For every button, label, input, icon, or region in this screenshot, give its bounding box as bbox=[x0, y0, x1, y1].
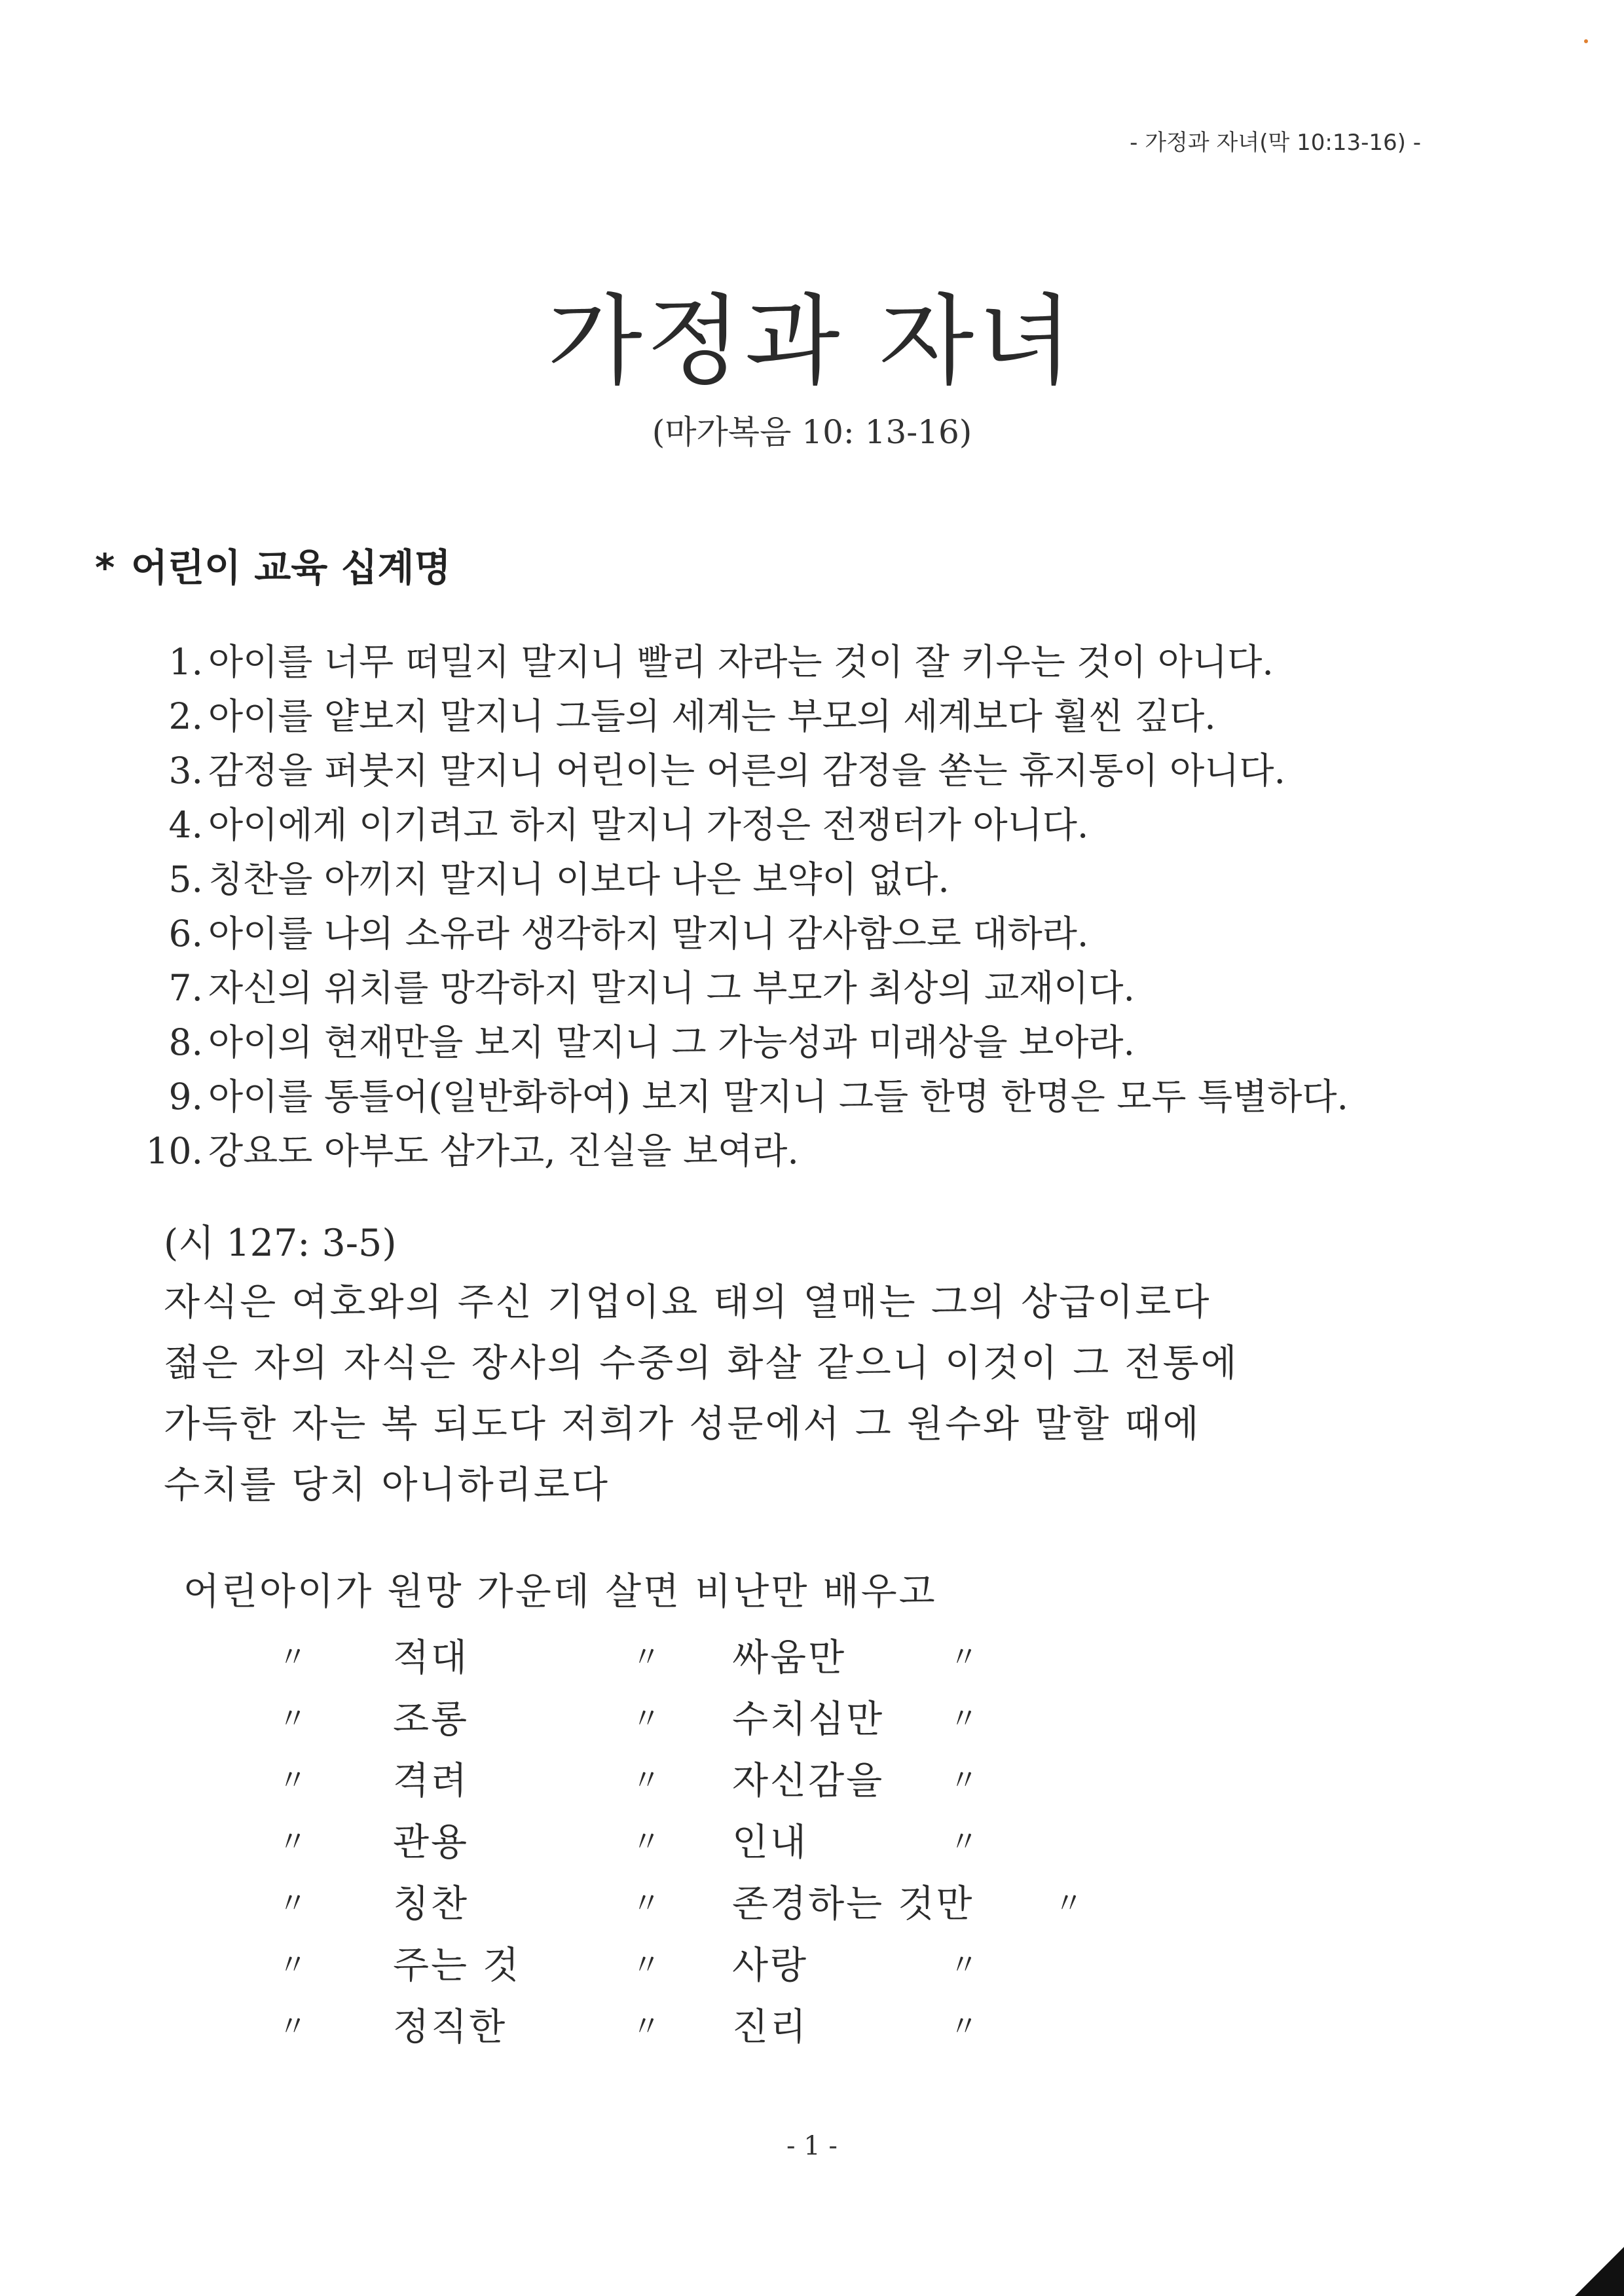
ditto-mark: 〃 bbox=[950, 1702, 978, 1736]
commandment-text: 아이를 나의 소유라 생각하지 말지니 감사함으로 대하라. bbox=[208, 913, 1089, 955]
lesson-condition: 격려 bbox=[393, 1759, 470, 1802]
commandment-text: 아이의 현재만을 보지 말지니 그 가능성과 미래상을 보아라. bbox=[208, 1021, 1135, 1063]
commandment-number: 9. bbox=[168, 1076, 203, 1118]
ditto-mark: 〃 bbox=[632, 2010, 661, 2043]
lesson-result: 존경하는 것만 bbox=[732, 1882, 974, 1925]
lesson-condition: 정직한 bbox=[393, 2005, 507, 2049]
commandment-item bbox=[131, 907, 1467, 961]
ditto-mark: 〃 bbox=[278, 1948, 307, 1982]
lesson-result: 자신감을 bbox=[732, 1759, 885, 1802]
commandment-item bbox=[131, 744, 1467, 798]
page-title: 가정과 자녀 bbox=[547, 285, 1077, 399]
commandment-text: 아이를 통틀어(일반화하여) 보지 말지니 그들 한명 한명은 모두 특별하다. bbox=[208, 1076, 1349, 1118]
commandment-item bbox=[131, 689, 1467, 744]
lesson-condition: 칭찬 bbox=[393, 1882, 470, 1925]
lesson-row bbox=[0, 1627, 1624, 1688]
commandment-item bbox=[131, 635, 1467, 689]
commandment-number: 3. bbox=[168, 750, 203, 792]
lesson-row bbox=[0, 1812, 1624, 1873]
ditto-mark: 〃 bbox=[632, 1825, 661, 1859]
commandment-text: 감정을 퍼붓지 말지니 어린이는 어른의 감정을 쏟는 휴지통이 아니다. bbox=[208, 750, 1285, 792]
lesson-condition: 조롱 bbox=[393, 1698, 470, 1741]
section-heading-text: 어린이 교육 십계명 bbox=[131, 545, 451, 590]
lesson-row bbox=[0, 1935, 1624, 1996]
lesson-result: 사랑 bbox=[732, 1944, 809, 1987]
commandment-list bbox=[131, 635, 1467, 1178]
commandment-number: 1. bbox=[168, 641, 203, 683]
commandment-text: 자신의 위치를 망각하지 말지니 그 부모가 최상의 교재이다. bbox=[208, 967, 1135, 1009]
lesson-condition: 적대 bbox=[393, 1636, 470, 1679]
commandment-item bbox=[131, 1070, 1467, 1124]
ditto-mark: 〃 bbox=[950, 1948, 978, 1982]
ditto-mark: 〃 bbox=[1054, 1887, 1083, 1920]
ditto-mark: 〃 bbox=[278, 1887, 307, 1920]
scripture-subtitle: (마가복음 10: 13-16) bbox=[652, 413, 972, 451]
lesson-row bbox=[0, 1750, 1624, 1812]
ditto-mark: 〃 bbox=[632, 1702, 661, 1736]
lesson-table bbox=[0, 1627, 1624, 2058]
ditto-mark: 〃 bbox=[950, 2010, 978, 2043]
scan-corner-shadow bbox=[1575, 2247, 1624, 2296]
ditto-mark: 〃 bbox=[278, 1641, 307, 1674]
commandment-text: 강요도 아부도 삼가고, 진실을 보여라. bbox=[208, 1130, 799, 1172]
page-number: - 1 - bbox=[786, 2131, 838, 2161]
scripture-line: 젊은 자의 자식은 장사의 수중의 화살 같으니 이것이 그 전통에 bbox=[164, 1341, 1239, 1385]
commandment-item bbox=[131, 852, 1467, 907]
ditto-mark: 〃 bbox=[950, 1764, 978, 1797]
commandment-text: 아이를 얕보지 말지니 그들의 세계는 부모의 세계보다 훨씬 깊다. bbox=[208, 695, 1216, 737]
commandment-number: 2. bbox=[168, 695, 203, 737]
lesson-result: 인내 bbox=[732, 1821, 809, 1864]
commandment-item bbox=[131, 961, 1467, 1015]
ditto-mark: 〃 bbox=[632, 1887, 661, 1920]
scan-speck bbox=[1584, 39, 1588, 43]
scripture-reference: (시 127: 3-5) bbox=[164, 1222, 397, 1265]
section-heading bbox=[95, 537, 451, 592]
scripture-line: 수치를 당치 아니하리로다 bbox=[164, 1463, 610, 1506]
ditto-mark: 〃 bbox=[278, 1825, 307, 1859]
ditto-mark: 〃 bbox=[278, 1764, 307, 1797]
commandment-text: 아이에게 이기려고 하지 말지니 가정은 전쟁터가 아니다. bbox=[208, 804, 1089, 846]
ditto-mark: 〃 bbox=[950, 1641, 978, 1674]
lesson-condition: 주는 것 bbox=[393, 1944, 521, 1987]
lesson-condition: 관용 bbox=[393, 1821, 470, 1864]
commandment-number: 5. bbox=[168, 858, 203, 900]
commandment-text: 칭찬을 아끼지 말지니 이보다 나은 보약이 없다. bbox=[208, 858, 950, 900]
scripture-line: 자식은 여호와의 주신 기업이요 태의 열매는 그의 상급이로다 bbox=[164, 1281, 1211, 1324]
commandment-number: 8. bbox=[168, 1021, 203, 1063]
ditto-mark: 〃 bbox=[950, 1825, 978, 1859]
ditto-mark: 〃 bbox=[632, 1764, 661, 1797]
lesson-result: 수치심만 bbox=[732, 1698, 885, 1741]
commandment-item bbox=[131, 1015, 1467, 1070]
commandment-number: 10. bbox=[145, 1130, 203, 1172]
ditto-mark: 〃 bbox=[632, 1641, 661, 1674]
ditto-mark: 〃 bbox=[278, 2010, 307, 2043]
scripture-passage bbox=[164, 1214, 1473, 1516]
lesson-row bbox=[0, 1996, 1624, 2058]
lesson-row bbox=[0, 1688, 1624, 1750]
commandment-number: 6. bbox=[168, 913, 203, 955]
commandment-item bbox=[131, 1124, 1467, 1178]
ditto-mark: 〃 bbox=[632, 1948, 661, 1982]
ditto-mark: 〃 bbox=[278, 1702, 307, 1736]
running-header: - 가정과 자녀(막 10:13-16) - bbox=[1130, 130, 1421, 156]
commandment-item bbox=[131, 798, 1467, 852]
commandment-number: 4. bbox=[168, 804, 203, 846]
commandment-number: 7. bbox=[168, 967, 203, 1009]
lesson-result: 싸움만 bbox=[732, 1636, 847, 1679]
asterisk-marker: * bbox=[95, 545, 115, 590]
commandment-text: 아이를 너무 떠밀지 말지니 빨리 자라는 것이 잘 키우는 것이 아니다. bbox=[208, 641, 1274, 683]
lesson-result: 진리 bbox=[732, 2005, 809, 2049]
lesson-row bbox=[0, 1873, 1624, 1935]
lesson-lead-line: 어린아이가 원망 가운데 살면 비난만 배우고 bbox=[183, 1570, 937, 1613]
scripture-line: 가득한 자는 복 되도다 저희가 성문에서 그 원수와 말할 때에 bbox=[164, 1402, 1201, 1446]
